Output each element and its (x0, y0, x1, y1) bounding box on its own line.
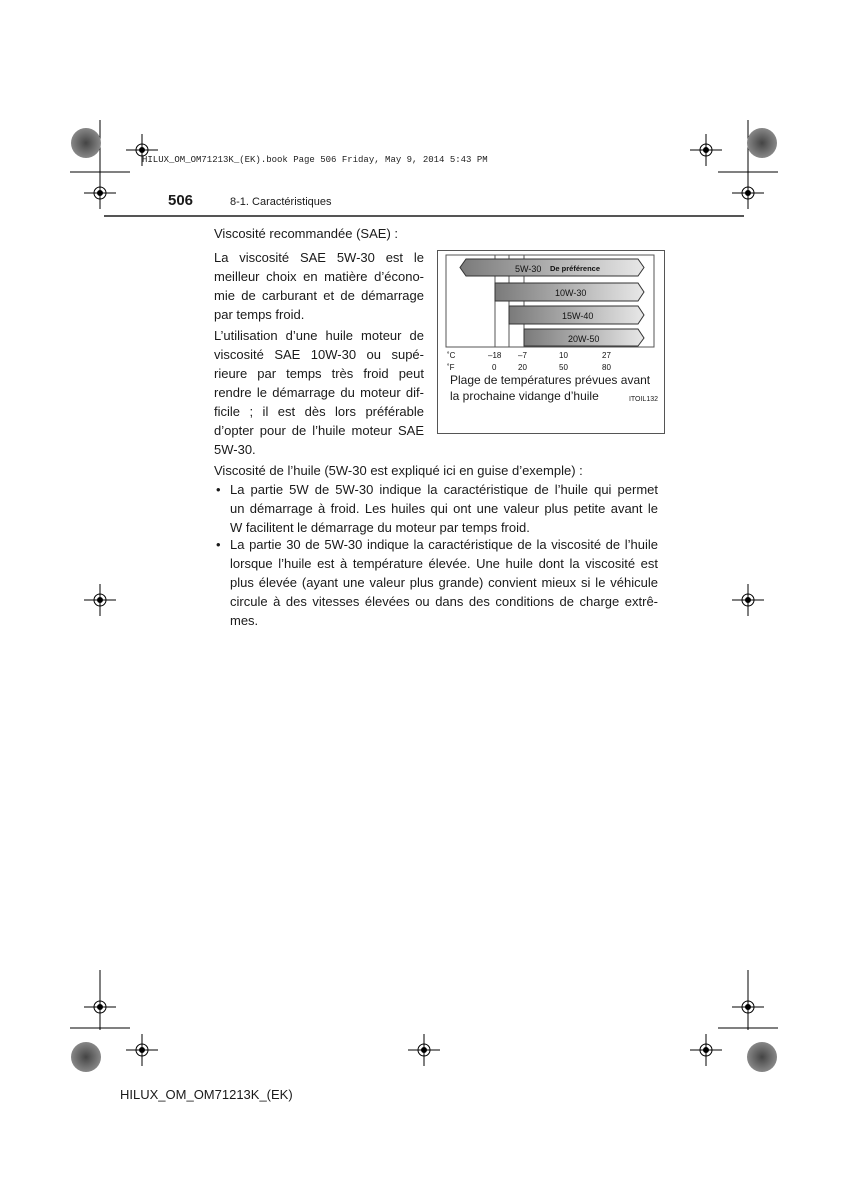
bar-10w30 (495, 283, 644, 301)
paragraph-line: rieure par temps très froid peut (214, 366, 424, 381)
bar-label: 15W-40 (562, 311, 594, 321)
bullet-line: W facilitent le démarrage du moteur par temps froid. (230, 520, 530, 535)
starburst-icon (71, 128, 101, 158)
page-number: 506 (168, 192, 194, 209)
paragraph-line: L’utilisation d’une huile moteur de (214, 328, 424, 343)
crosshair-icon (732, 584, 764, 616)
bar-5w30 (460, 259, 644, 276)
bullet-line: circule à des vitesses élevées ou dans des conditions de charge extrê- (230, 594, 658, 609)
tick-label-c: 10 (559, 351, 568, 360)
paragraph-line: viscosité SAE 10W-30 ou supé- (214, 347, 424, 362)
figure-caption-line: la prochaine vidange d’huile (450, 389, 599, 403)
crosshair-icon (84, 177, 116, 209)
paragraph-line: d’opter pour de l’huile moteur SAE (214, 423, 424, 438)
bullet-line: un démarrage à froid. Les huiles qui ont une valeur plus petite avant le (230, 501, 658, 516)
unit-f-label: ˚F (447, 363, 455, 372)
bullet-icon: • (216, 482, 221, 497)
bar-label: 5W-30 (515, 264, 542, 274)
book-header-line: HILUX_OM_OM71213K_(EK).book Page 506 Friday, May 9, 2014 5:43 PM (142, 155, 488, 165)
tick-label-f: 0 (492, 363, 497, 372)
bullet-icon: • (216, 537, 221, 552)
paragraph-line: ficile ; il est dès lors préférable (214, 404, 424, 419)
paragraph-2 (214, 326, 424, 459)
crosshair-icon (408, 1034, 440, 1066)
bullet-line: La partie 5W de 5W-30 indique la caractéristique de l’huile qui permet (230, 482, 658, 497)
viscosity-chart (438, 251, 664, 433)
bullet-line: lorsque l’huile est à température élevée. Une huile dont la viscosité est (230, 556, 658, 571)
bar-label: 10W-30 (555, 288, 587, 298)
figure-code: ITOIL132 (628, 396, 658, 403)
bullet-line: plus élevée (ayant une valeur plus grande) convient mieux si le véhicule (230, 575, 658, 590)
bullet-item-1 (230, 480, 658, 537)
crosshair-icon (690, 1034, 722, 1066)
bar-label: 20W-50 (568, 334, 600, 344)
footer-book-code: HILUX_OM_OM71213K_(EK) (120, 1087, 293, 1102)
viscosity-figure (437, 250, 665, 434)
paragraph-line: 5W-30. (214, 442, 256, 457)
paragraph-line: La viscosité SAE 5W-30 est le (214, 250, 424, 265)
section-title: 8-1. Caractéristiques (230, 196, 332, 208)
header-rule (104, 215, 744, 217)
paragraph-line: rendre le démarrage du moteur dif- (214, 385, 424, 400)
starburst-icon (747, 128, 777, 158)
crosshair-icon (732, 177, 764, 209)
tick-label-c: –7 (518, 351, 527, 360)
paragraph-line: mie de carburant et de démarrage (214, 288, 424, 303)
viscosity-heading: Viscosité recommandée (SAE) : (214, 226, 398, 241)
crosshair-icon (690, 134, 722, 166)
crosshair-icon (126, 1034, 158, 1066)
tick-label-c: –18 (488, 351, 502, 360)
tick-label-c: 27 (602, 351, 611, 360)
bullet-line: mes. (230, 613, 259, 628)
unit-c-label: ˚C (447, 351, 456, 360)
tick-label-f: 80 (602, 363, 611, 372)
paragraph-line: par temps froid. (214, 307, 305, 322)
figure-caption-line: Plage de températures prévues avant (450, 373, 651, 387)
bullet-item-2 (230, 535, 658, 630)
bar-15w40 (509, 306, 644, 324)
paragraph-line: meilleur choix en matière d’écono- (214, 269, 424, 284)
pref-label: De préférence (550, 264, 601, 273)
crosshair-icon (84, 584, 116, 616)
paragraph-1 (214, 248, 424, 324)
viscosity-intro: Viscosité de l’huile (5W-30 est expliqué ici en guise d’exemple) : (214, 463, 583, 478)
bullet-line: La partie 30 de 5W-30 indique la caractéristique de la viscosité de l’huile (230, 537, 658, 552)
tick-label-f: 20 (518, 363, 527, 372)
starburst-icon (71, 1042, 101, 1072)
starburst-icon (747, 1042, 777, 1072)
bar-20w50 (524, 329, 644, 346)
tick-label-f: 50 (559, 363, 568, 372)
